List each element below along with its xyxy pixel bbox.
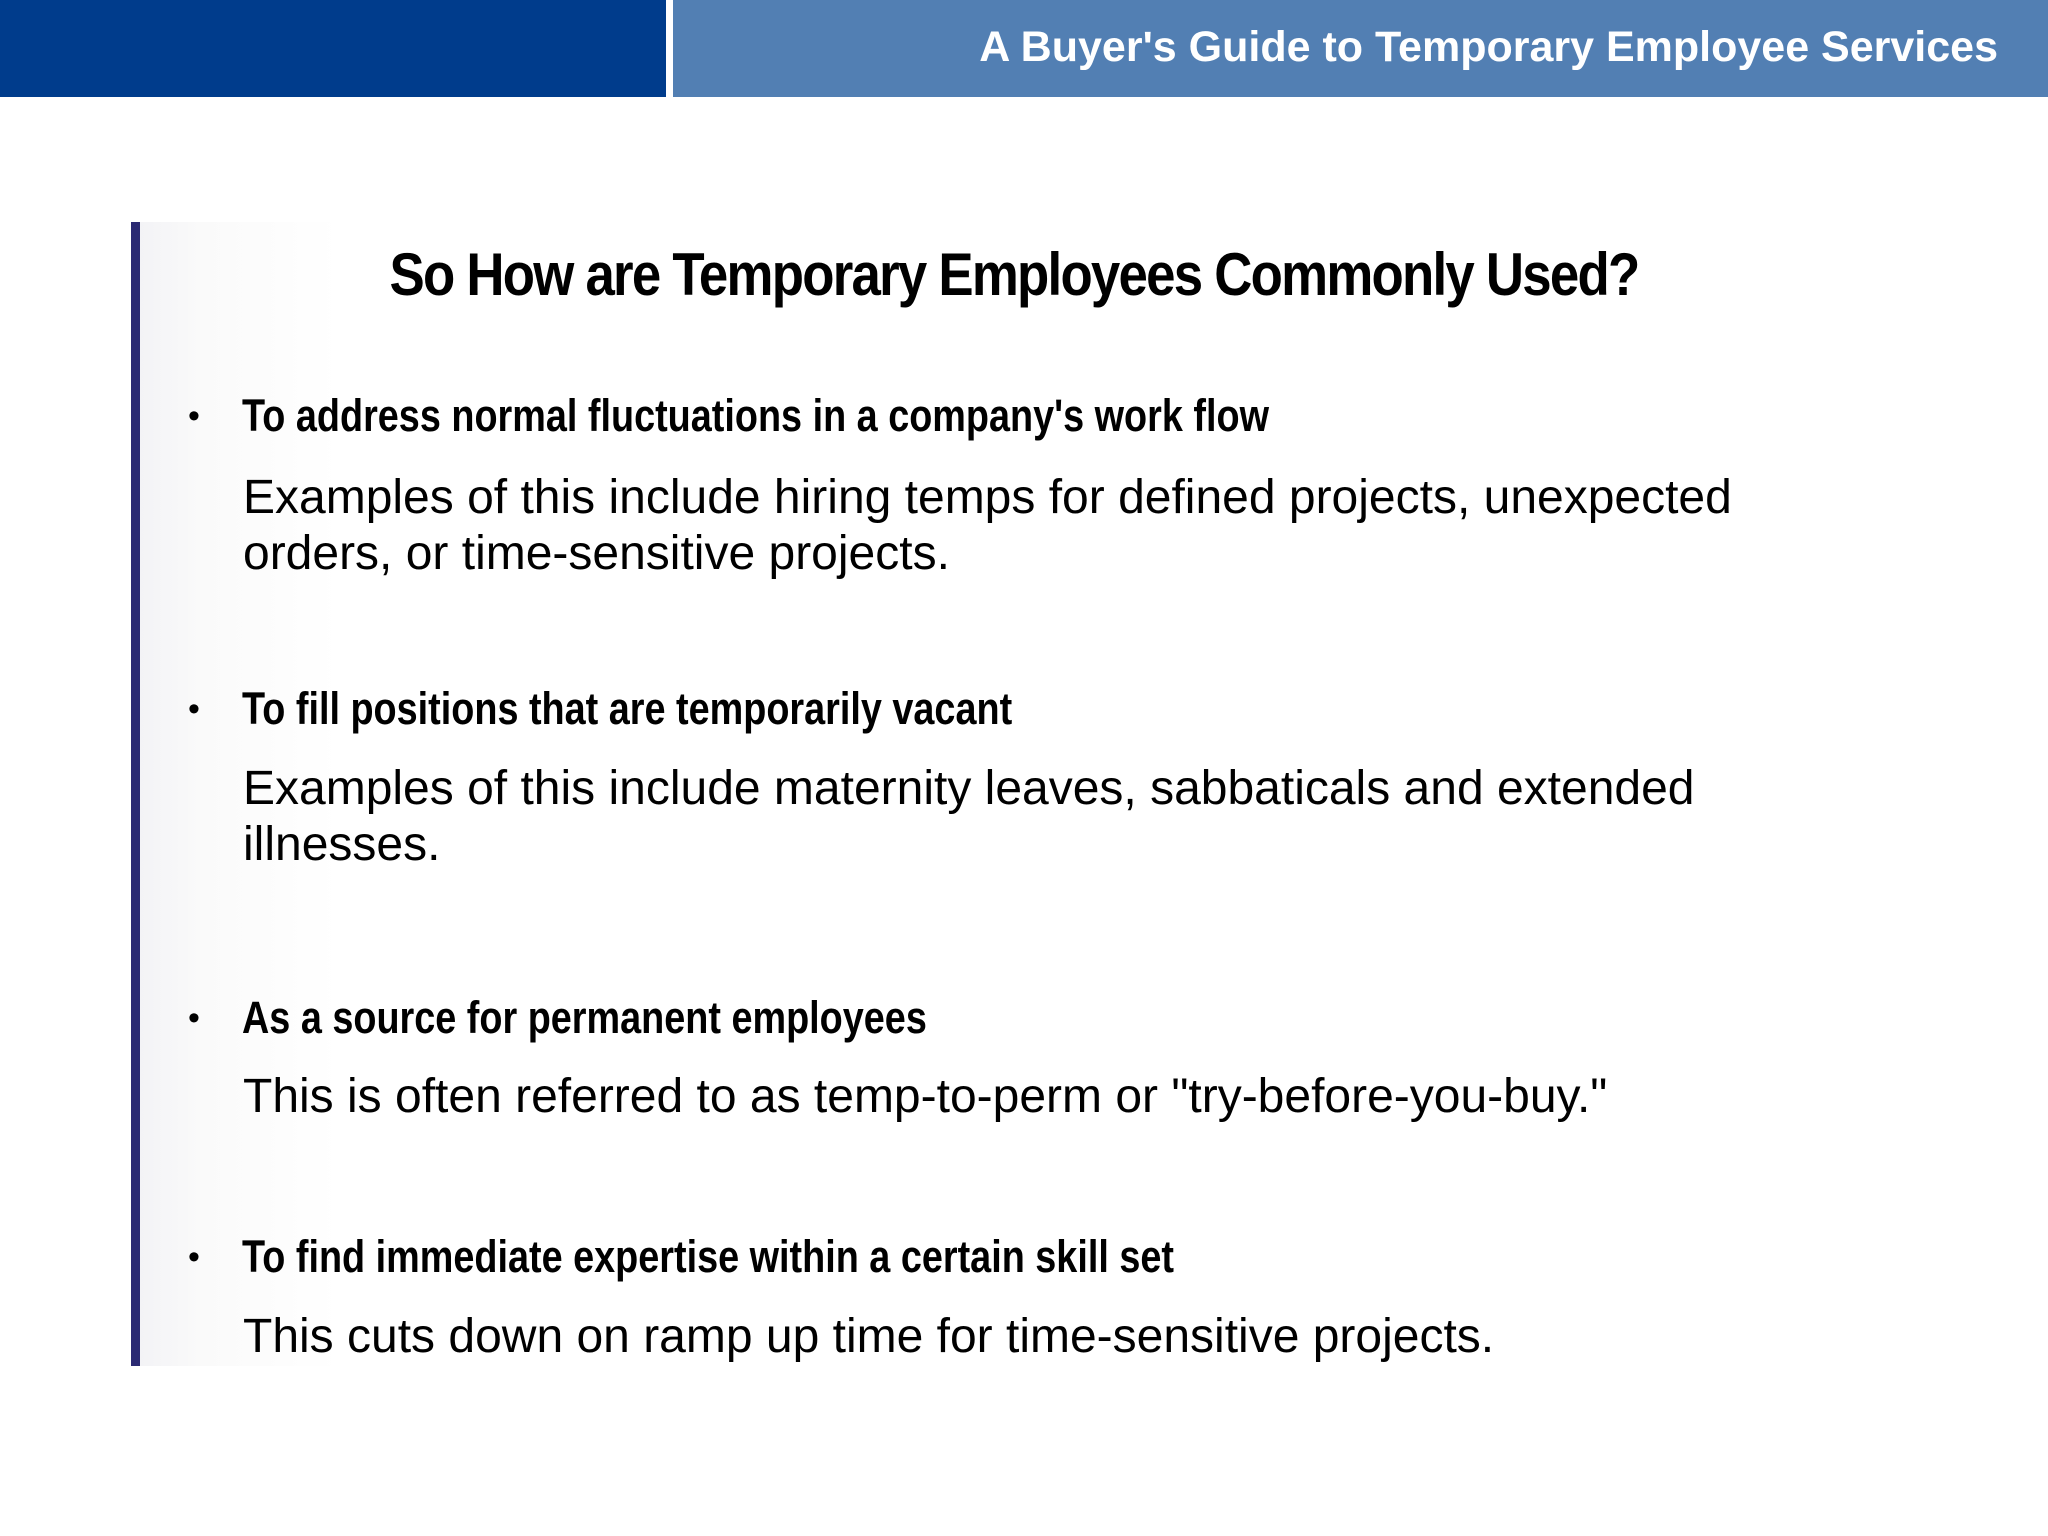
- header-divider: [666, 0, 673, 97]
- bullet-heading: To fill positions that are temporarily vacant: [242, 683, 1013, 734]
- bullet-description: Examples of this include maternity leaves, sabbaticals and extended illnesses.: [243, 762, 1695, 871]
- bullet-heading: To find immediate expertise within a certain skill set: [242, 1231, 1174, 1282]
- header-left-block: [0, 0, 666, 97]
- bullet-description: This cuts down on ramp up time for time-sensitive projects.: [243, 1310, 1495, 1363]
- slide-title: So How are Temporary Employees Commonly Used?: [389, 241, 1639, 308]
- header-bar: [0, 0, 2048, 97]
- accent-bar: [131, 222, 140, 1366]
- bullet-description: This is often referred to as temp-to-perm or "try-before-you-buy.": [243, 1070, 1608, 1123]
- bullet-marker: •: [188, 397, 200, 435]
- bullet-marker: •: [188, 999, 200, 1037]
- bullet-marker: •: [188, 690, 200, 728]
- bullet-heading: As a source for permanent employees: [242, 992, 927, 1043]
- bullet-description: Examples of this include hiring temps for defined projects, unexpected orders, or time-sensitive projects.: [243, 471, 1732, 580]
- bullet-marker: •: [188, 1238, 200, 1276]
- bullet-heading: To address normal fluctuations in a company's work flow: [242, 390, 1269, 441]
- header-title: A Buyer's Guide to Temporary Employee Services: [979, 23, 1998, 71]
